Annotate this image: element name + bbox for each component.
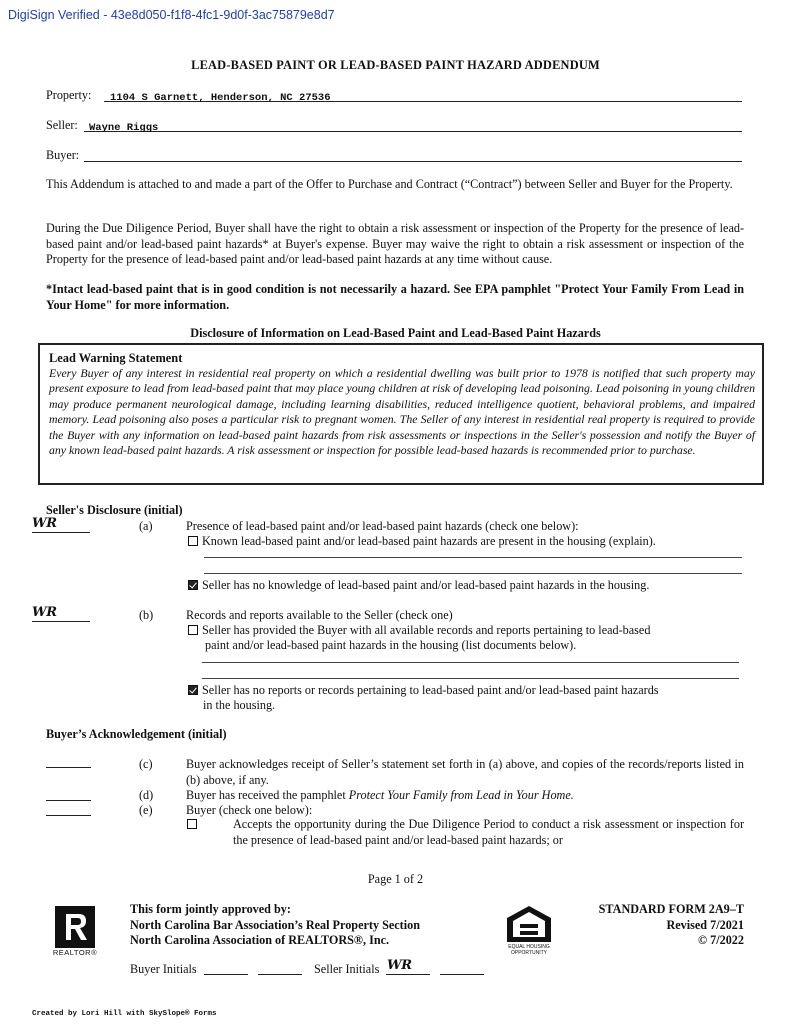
property-field[interactable]: [104, 88, 742, 102]
equal-housing-logo: [503, 904, 555, 956]
item-e-option1-checkbox-wrap[interactable]: [187, 817, 201, 832]
buyer-initials-footer-1[interactable]: [204, 960, 248, 975]
due-diligence-paragraph: During the Due Diligence Period, Buyer shall have the right to obtain a risk assessment or inspection of the Property for the presence of lead-based paint and/or lead-based paint hazards* at Buyer's expense. Buyer may waive the right to obtain a risk assessment or inspection of the Property for the presence of lead-based paint and/or lead-based paint hazards at any time without cause.: [46, 221, 744, 266]
realtor-logo-text: REALTOR®: [52, 948, 98, 957]
seller-initials-footer-value: WR: [387, 958, 412, 973]
seller-initials-footer-2[interactable]: [440, 960, 484, 975]
item-a-option1-text: Known lead-based paint and/or lead-based paint hazards are present in the housing (explain).: [202, 534, 656, 548]
form-copyright: © 7/2022: [697, 933, 744, 947]
realtor-r-icon: [52, 904, 98, 950]
buyer-initials-e[interactable]: [46, 803, 91, 816]
item-e-letter: (e): [139, 803, 153, 817]
seller-field[interactable]: [84, 118, 742, 132]
document-title: LEAD-BASED PAINT OR LEAD-BASED PAINT HAZARD ADDENDUM: [191, 58, 600, 72]
item-c-text: Buyer acknowledges receipt of Seller’s statement set forth in (a) above, and copies of the records/reports listed in (b) above, if any.: [186, 757, 744, 787]
approval-block: [130, 902, 420, 949]
approval-line-1: This form jointly approved by:: [130, 902, 291, 916]
item-b-option2-line2: in the housing.: [203, 698, 276, 712]
intro-paragraph: This Addendum is attached to and made a part of the Offer to Purchase and Contract (“Contract”) between Seller and Buyer for the Property.: [46, 177, 733, 191]
seller-value: Wayne Riggs: [89, 122, 159, 134]
property-value: 1104 S Garnett, Henderson, NC 27536: [110, 92, 331, 104]
approval-line-2: North Carolina Bar Association’s Real Property Section: [130, 917, 420, 932]
item-d-pamphlet-title: Protect Your Family from Lead in Your Home.: [348, 788, 574, 802]
form-number: STANDARD FORM 2A9–T: [598, 902, 744, 916]
item-b-letter: (b): [139, 608, 154, 622]
item-d-letter: (d): [139, 788, 154, 802]
item-d-text-plain: Buyer has received the pamphlet: [186, 788, 349, 802]
item-b-option2-line1: Seller has no reports or records pertaining to lead-based paint and/or lead-based paint hazards: [202, 683, 659, 697]
lead-warning-heading: Lead Warning Statement: [49, 351, 183, 365]
created-by: Created by Lori Hill with SkySlope® Forms: [32, 1010, 217, 1018]
item-b-text: Records and reports available to the Seller (check one): [186, 608, 453, 622]
buyer-initials-label: Buyer Initials: [130, 962, 197, 976]
seller-initials-a-value: WR: [32, 516, 57, 531]
buyer-initials-c[interactable]: [46, 755, 91, 768]
item-e-option1-text: Accepts the opportunity during the Due Diligence Period to conduct a risk assessment or inspection for the presence of lead-based paint and/or lead-based paint hazards; or: [233, 817, 744, 847]
buyer-initials-d[interactable]: [46, 788, 91, 801]
buyer-label: Buyer:: [46, 148, 80, 162]
item-a-option2[interactable]: [188, 578, 649, 593]
seller-disclosure-heading: Seller's Disclosure (initial): [46, 503, 183, 517]
checkbox-no-knowledge[interactable]: [188, 580, 198, 590]
disclosure-heading: Disclosure of Information on Lead-Based Paint and Lead-Based Paint Hazards: [190, 326, 601, 340]
lead-warning-text: Every Buyer of any interest in residential real property on which a residential dwelling was built prior to 1978 is notified that such property may present exposure to lead from lead-based paint that may place young children at risk of developing lead poisoning. Lead poisoning in young children may produce permanent neurological damage, including learning disabilities, reduced intelligence quotient, behavioral problems, and impaired memory. Lead poisoning also poses a particular risk to pregnant women. The Seller of any interest in residential real property is required to provide the Buyer with any information on lead-based paint hazards from risk assessments or inspections in the Seller's possession and notify the Buyer of any known lead-based paint hazards. A risk assessment or inspection for possible lead-based hazards is recommended prior to purchase.: [49, 366, 755, 458]
explain-line-1[interactable]: [204, 557, 742, 558]
item-a-letter: (a): [139, 519, 153, 533]
epa-note: *Intact lead-based paint that is in good condition is not necessarily a hazard. See EPA pamphlet "Protect Your Family From Lead in Your Home" for more information.: [46, 282, 744, 312]
equal-housing-icon: [503, 904, 555, 944]
item-b-option1-line1: Seller has provided the Buyer with all available records and reports pertaining to lead-based: [202, 623, 651, 637]
form-id-block: [560, 902, 744, 949]
seller-initials-b-value: WR: [32, 605, 57, 620]
item-e-text: Buyer (check one below):: [186, 803, 313, 817]
explain-line-2[interactable]: [204, 573, 742, 574]
item-a-option2-text: Seller has no knowledge of lead-based paint and/or lead-based paint hazards in the housing.: [202, 578, 650, 592]
buyer-ack-heading: Buyer’s Acknowledgement (initial): [46, 727, 227, 741]
documents-line-1[interactable]: [202, 662, 739, 663]
seller-initials-b[interactable]: [32, 607, 90, 622]
item-b-option1[interactable]: [188, 623, 650, 638]
buyer-field[interactable]: [84, 148, 742, 162]
seller-initials-label: Seller Initials: [314, 962, 380, 976]
property-label: Property:: [46, 88, 92, 102]
lead-warning-box: [38, 343, 764, 485]
page-number: Page 1 of 2: [367, 872, 424, 886]
form-revised: Revised 7/2021: [666, 917, 744, 932]
documents-line-2[interactable]: [202, 678, 739, 679]
item-b-option2[interactable]: [188, 683, 659, 698]
checkbox-records-provided[interactable]: [188, 625, 198, 635]
verification-id: DigiSign Verified - 43e8d050-f1f8-4fc1-9d0f-3ac75879e8d7: [8, 8, 335, 22]
item-a-text: Presence of lead-based paint and/or lead-based paint hazards (check one below):: [186, 519, 579, 533]
approval-line-3: North Carolina Association of REALTORS®, Inc.: [130, 933, 390, 947]
item-c-letter: (c): [139, 757, 153, 771]
checkbox-known-hazards[interactable]: [188, 536, 198, 546]
realtor-logo: [52, 904, 98, 960]
seller-label: Seller:: [46, 118, 78, 132]
item-a-option1[interactable]: [188, 534, 656, 549]
seller-initials-a[interactable]: [32, 518, 90, 533]
item-d-text: [186, 788, 574, 803]
seller-initials-footer-1[interactable]: [386, 960, 430, 975]
equal-housing-text: EQUAL HOUSING OPPORTUNITY: [508, 944, 550, 956]
item-b-option1-line2: paint and/or lead-based paint hazards in the housing (list documents below).: [205, 638, 577, 652]
checkbox-accepts-opportunity[interactable]: [187, 819, 197, 829]
checkbox-no-records[interactable]: [188, 685, 198, 695]
buyer-initials-footer-2[interactable]: [258, 960, 302, 975]
